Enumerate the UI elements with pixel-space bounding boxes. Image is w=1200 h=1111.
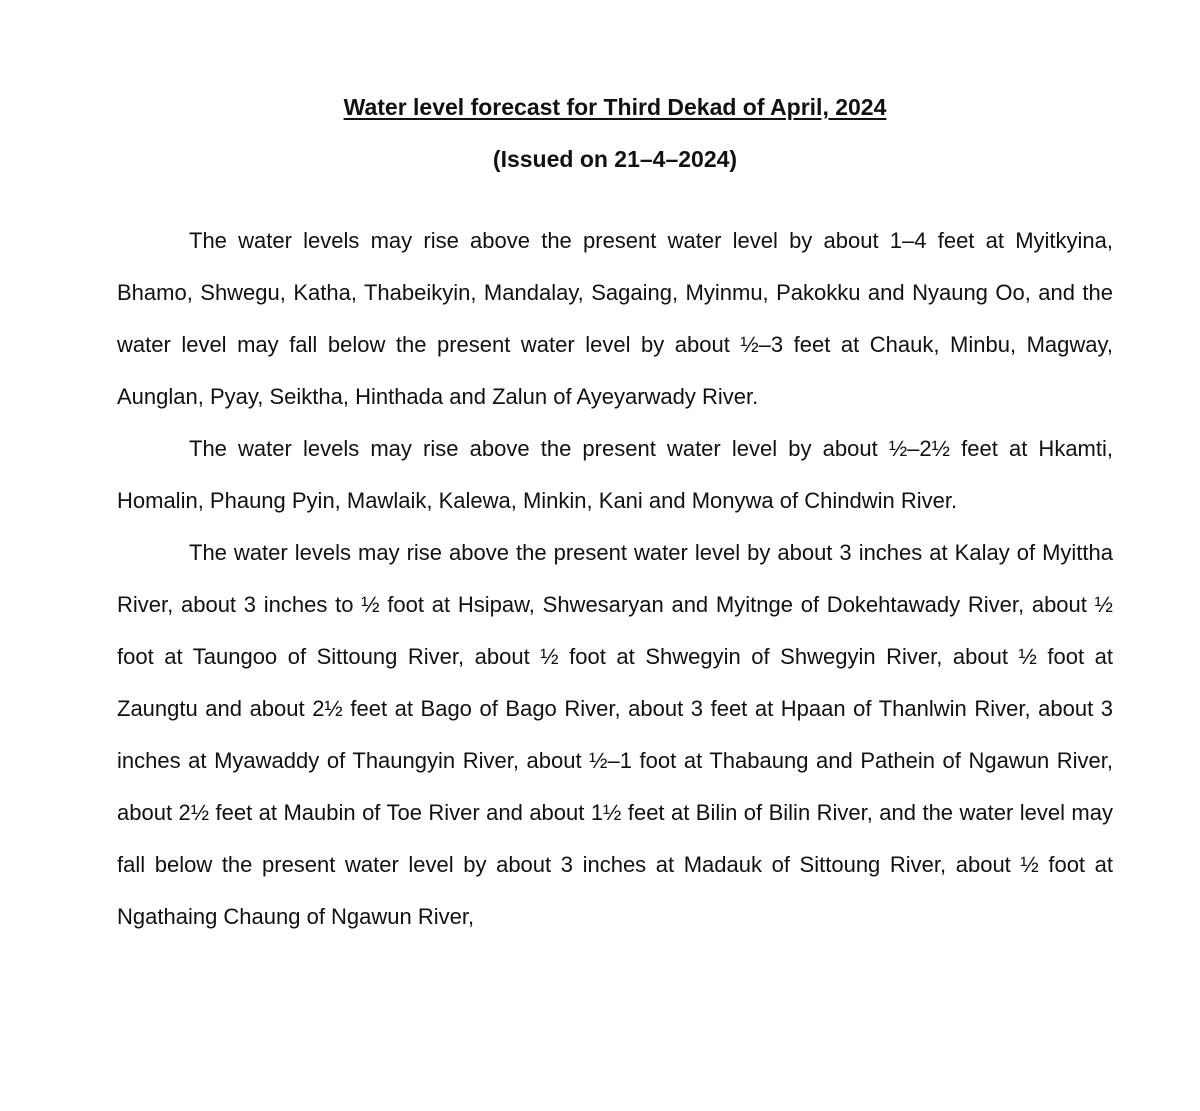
issued-date: (Issued on 21–4–2024) xyxy=(492,146,738,172)
paragraph-other-rivers: The water levels may rise above the present water level by about 3 inches at Kalay of Myittha River, about 3 inches to ½ foot at Hsipaw, Shwesaryan and Myitnge of Dokehtawady River, about ½ foot at Taungoo of Sittoung River, about ½ foot at Shwegyin of Shwegyin River, about ½ foot at Zaungtu and about 2½ feet at Bago of Bago River, about 3 feet at Hpaan of Thanlwin River, about 3 inches at Myawaddy of Thaungyin River, about ½–1 foot at Thabaung and Pathein of Ngawun River, about 2½ feet at Maubin of Toe River and about 1½ feet at Bilin of Bilin River, and the water level may fall below the present water level by about 3 inches at Madauk of Sittoung River, about ½ foot at Ngathaing Chaung of Ngawun River, xyxy=(117,540,1113,929)
document-body xyxy=(117,215,1113,943)
paragraph-chindwin: The water levels may rise above the present water level by about ½–2½ feet at Hkamti, Homalin, Phaung Pyin, Mawlaik, Kalewa, Minkin, Kani and Monywa of Chindwin River. xyxy=(117,436,1113,513)
paragraph-ayeyarwady: The water levels may rise above the present water level by about 1–4 feet at Myitkyina, Bhamo, Shwegu, Katha, Thabeikyin, Mandalay, Sagaing, Myinmu, Pakokku and Nyaung Oo, and the water level may fall below the present water level by about ½–3 feet at Chauk, Minbu, Magway, Aunglan, Pyay, Seiktha, Hinthada and Zalun of Ayeyarwady River. xyxy=(117,228,1113,409)
document-title: Water level forecast for Third Dekad of April, 2024 xyxy=(343,94,887,120)
